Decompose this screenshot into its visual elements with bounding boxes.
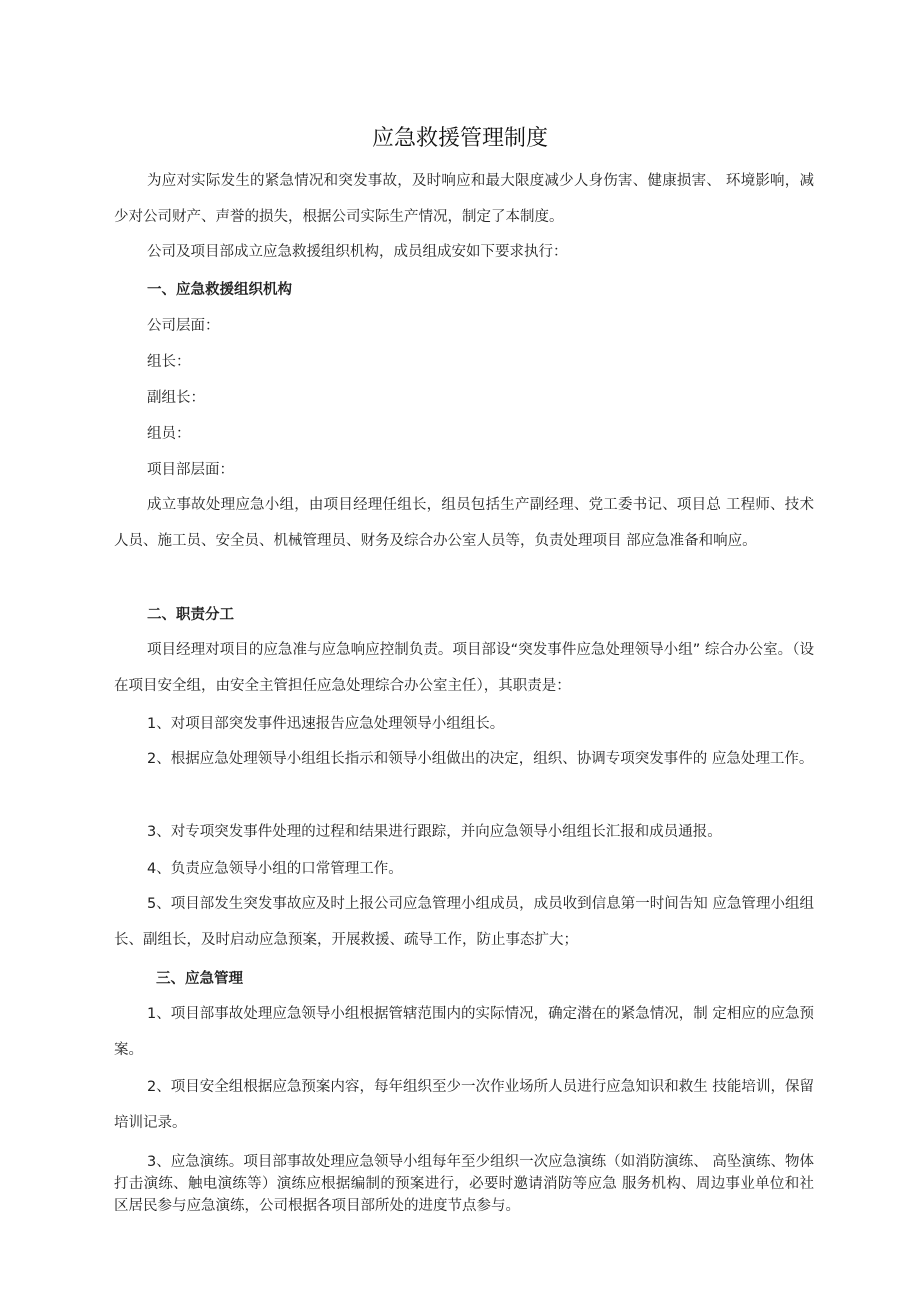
deputy-leader-label: 副组长：: [147, 390, 205, 406]
members-label: 组员：: [147, 426, 191, 442]
section-1-paragraph: 成立事故处理应急小组，由项目经理任组长，组员包括生产副经理、党工委书记、项目总 工程师、技术人员、施工员、安全员、机械管理员、财务及综合办公室人员等，负责处理项目 部应急准备和响应。: [114, 497, 814, 549]
section-3-item-2: 2、项目安全组根据应急预案内容，每年组织至少一次作业场所人员进行应急知识和救生 技能培训，保留培训记录。: [114, 1079, 814, 1131]
document-title: 应急救援管理制度: [371, 126, 548, 151]
section-2-item-5: 5、项目部发生突发事故应及时上报公司应急管理小组成员，成员收到信息第一时间告知 应急管理小组组长、副组长，及时启动应急预案，开展救援、疏导工作，防止事态扩大；: [114, 896, 814, 948]
section-2-item-1: 1、对项目部突发事件迅速报告应急处理领导小组组长。: [147, 716, 505, 732]
section-2-item-3: 3、对专项突发事件处理的过程和结果进行跟踪，并向应急领导小组组长汇报和成员通报。: [147, 824, 722, 840]
section-2-item-2: 2、根据应急处理领导小组组长指示和领导小组做出的决定，组织、协调专项突发事件的 应急处理工作。: [147, 751, 814, 767]
intro-paragraph-2: 公司及项目部成立应急救援组织机构，成员组成安如下要求执行：: [147, 244, 568, 260]
section-2-paragraph: 项目经理对项目的应急准与应急响应控制负责。项目部设“突发事件应急处理领导小组” 综合办公室。（设在项目安全组，由安全主管担任应急处理综合办公室主任），其职责是：: [114, 642, 814, 694]
leader-label: 组长：: [147, 354, 191, 370]
section-3-heading: 三、应急管理: [156, 971, 243, 987]
section-2-heading: 二、职责分工: [147, 607, 234, 623]
company-level-label: 公司层面：: [147, 318, 220, 334]
section-2-item-4: 4、负责应急领导小组的口常管理工作。: [147, 861, 403, 877]
section-1-heading: 一、应急救援组织机构: [147, 282, 292, 298]
project-level-label: 项目部层面：: [147, 462, 234, 478]
intro-paragraph-1: 为应对实际发生的紧急情况和突发事故，及时响应和最大限度减少人身伤害、健康损害、 环境影响，减少对公司财产、声誉的损失，根据公司实际生产情况，制定了本制度。: [114, 173, 814, 225]
section-3-item-1: 1、项目部事故处理应急领导小组根据管辖范围内的实际情况，确定潜在的紧急情况，制 定相应的应急预案。: [114, 1006, 814, 1058]
section-3-item-3: 3、应急演练。项目部事故处理应急领导小组每年至少组织一次应急演练（如消防演练、 高坠演练、物体打击演练、触电演练等）演练应根据编制的预案进行，必要时邀请消防等应急 服务机构、周边事业单位和社区居民参与应急演练，公司根据各项目部所处的进度节点参与。: [114, 1154, 814, 1214]
